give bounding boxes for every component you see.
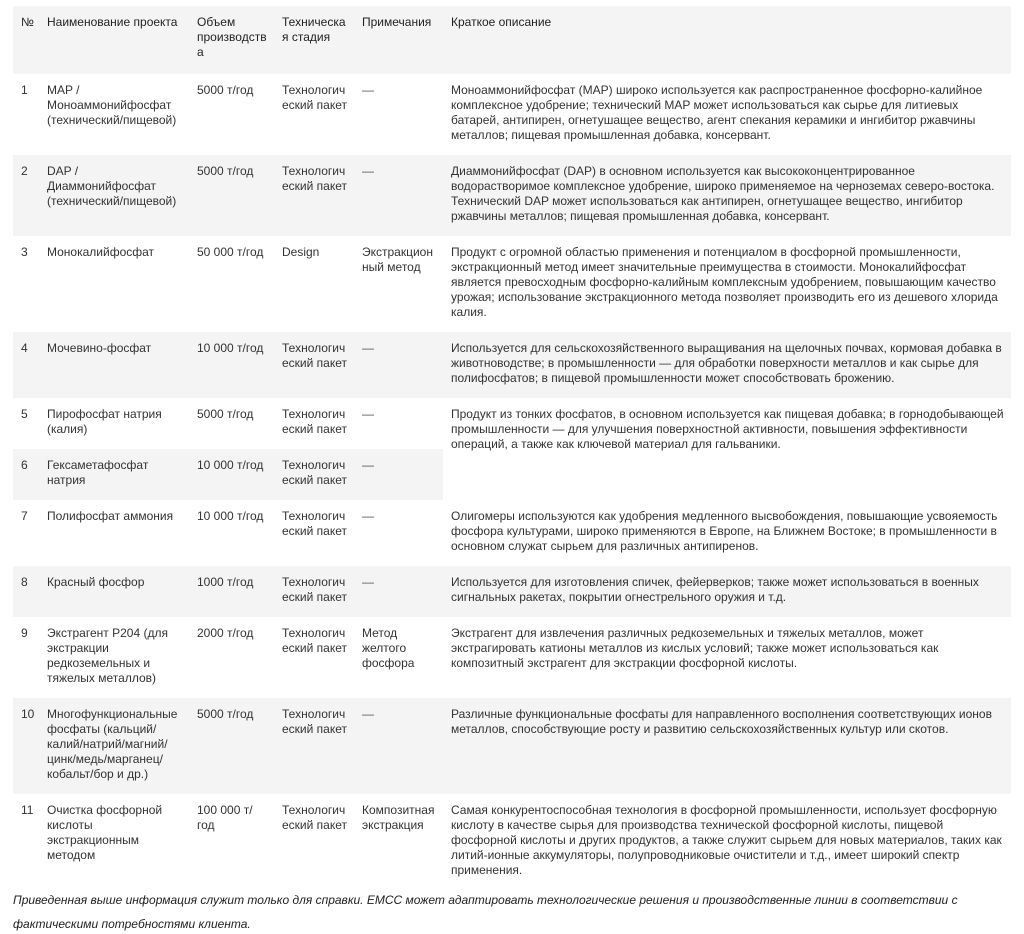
row-num: 8 (13, 566, 39, 617)
row-stage: Технологический пакет (282, 509, 347, 538)
row-name: Очистка фосфорной кислоты экстракционным методом (47, 803, 163, 862)
table-row (13, 332, 1011, 398)
row-stage: Технологический пакет (282, 803, 347, 832)
row-name: Гексаметафосфат натрия (39, 449, 189, 500)
row-notes: — (354, 566, 443, 617)
header-name: Наименование проекта (39, 6, 189, 74)
row-name: Монокалийфосфат (47, 245, 155, 259)
row-num: 6 (13, 449, 39, 500)
row-stage: Технологический пакет (282, 626, 347, 655)
row-stage: Технологический пакет (274, 332, 354, 398)
header-volume: Объем производства (189, 6, 274, 74)
row-volume: 10 000 т/год (189, 332, 274, 398)
header-notes: Примечания (354, 6, 443, 74)
table-row (13, 74, 1011, 155)
table-row (13, 617, 1011, 698)
row-name: Мочевино-фосфат (39, 332, 189, 398)
row-volume: 2000 т/год (197, 626, 254, 640)
projects-table (13, 6, 1011, 890)
row-notes: Экстракционный метод (362, 245, 433, 274)
row-volume: 5000 т/год (197, 83, 254, 97)
row-num: 5 (21, 407, 28, 421)
table-row (13, 698, 1011, 794)
row-stage: Технологический пакет (274, 449, 354, 500)
table-row (13, 500, 1011, 566)
header-desc: Краткое описание (443, 6, 1011, 74)
row-stage: Технологический пакет (282, 83, 347, 112)
row-num: 7 (21, 509, 28, 523)
row-volume: 10 000 т/год (189, 449, 274, 500)
row-stage: Технологический пакет (274, 566, 354, 617)
row-notes: — (354, 449, 443, 500)
row-name: MAP / Моноаммонийфосфат (технический/пищевой) (47, 83, 177, 127)
row-num: 10 (13, 698, 39, 794)
table-header-row (13, 6, 1011, 74)
row-volume: 50 000 т/год (197, 245, 264, 259)
row-stage: Design (282, 245, 320, 259)
row-desc: Экстрагент для извлечения различных редкоземельных и тяжелых металлов, может экстрагировать катионы металлов из кислых условий; также может использоваться как композитный экстрагент для экстракции фосфорной кислоты. (451, 626, 939, 670)
row-volume: 10 000 т/год (197, 509, 264, 523)
row-notes: — (354, 332, 443, 398)
row-num: 4 (13, 332, 39, 398)
row-notes: — (354, 155, 443, 236)
row-volume: 5000 т/год (189, 155, 274, 236)
row-notes: — (362, 83, 374, 97)
row-desc: Моноаммонийфосфат (MAP) широко используется как распространенное фосфорно-калийное комплексное удобрение; технический MAP может использоваться как сырье для литиевых батарей, антипирен, огнетушащее вещество, агент спекания керамики и ингибитор ржавчины металлов; пищевая промышленная добавка, консервант. (451, 83, 983, 142)
row-notes: Композитная экстракция (362, 803, 435, 832)
table-row (13, 398, 1011, 449)
row-desc-merged: Продукт из тонких фосфатов, в основном используется как пищевая добавка; в горнодобывающей промышленности — для улучшения поверхностной активности, повышения эффективности операций, а также как ключевой материал для гальваники. (443, 398, 1011, 500)
row-desc: Олигомеры используются как удобрения медленного высвобождения, повышающие усвояемость фосфора культурами, широко применяются в Европе, на Ближнем Востоке; в промышленности в основном служат сырьем для различных антипиренов. (451, 509, 998, 553)
row-notes: Метод желтого фосфора (362, 626, 415, 670)
row-name: Многофункциональные фосфаты (кальций/калий/натрий/магний/цинк/медь/марганец/кобальт/бор и др.) (39, 698, 189, 794)
table-row (13, 236, 1011, 332)
row-name: DAP / Диаммонийфосфат (технический/пищевой) (39, 155, 189, 236)
row-num: 1 (21, 83, 28, 97)
row-desc: Диаммонийфосфат (DAP) в основном используется как высококонцентрированное водорастворимое комплексное удобрение, широко применяемое на черноземах северо-востока. Технический DAP может использоваться как антипирен, огнетушащее вещество, ингибитор ржавчины металлов; пищевая промышленная добавка, консервант. (443, 155, 1011, 236)
row-stage: Технологический пакет (282, 407, 347, 436)
row-name: Полифосфат аммония (47, 509, 174, 523)
row-notes: — (362, 509, 374, 523)
row-volume: 1000 т/год (189, 566, 274, 617)
table-row (13, 566, 1011, 617)
table-row (13, 794, 1011, 890)
row-notes: — (362, 407, 374, 421)
row-volume: 5000 т/год (197, 407, 254, 421)
header-stage: Техническая стадия (274, 6, 354, 74)
header-num: № (13, 6, 39, 74)
row-stage: Технологический пакет (274, 155, 354, 236)
row-stage: Технологический пакет (274, 698, 354, 794)
row-desc: Используется для сельскохозяйственного выращивания на щелочных почвах, кормовая добавка в животноводстве; в промышленности — для обработки поверхности металлов и как сырье для полифосфатов; в пищевой промышленности может способствовать брожению. (443, 332, 1011, 398)
row-name: Экстрагент P204 (для экстракции редкоземельных и тяжелых металлов) (47, 626, 168, 685)
table-row (13, 155, 1011, 236)
row-num: 9 (21, 626, 28, 640)
row-desc: Различные функциональные фосфаты для направленного восполнения соответствующих ионов металлов, способствующие росту и развитию сельскохозяйственных культур или скотов. (443, 698, 1011, 794)
row-desc: Продукт с огромной областью применения и потенциалом в фосфорной промышленности, экстракционный метод имеет значительные преимущества в стоимости. Монокалийфосфат является превосходным фосфорно-калийным комплексным удобрением, повышающим качество урожая; использование экстракционного метода позволяет производить его из дешевого хлорида калия. (451, 245, 998, 319)
row-num: 2 (13, 155, 39, 236)
row-volume: 5000 т/год (189, 698, 274, 794)
row-num: 11 (21, 803, 34, 817)
row-notes: — (354, 698, 443, 794)
row-name: Пирофосфат натрия (калия) (47, 407, 162, 436)
row-num: 3 (21, 245, 28, 259)
row-volume: 100 000 т/год (197, 803, 253, 832)
footnote: Приведенная выше информация служит только для справки. EMCC может адаптировать технологические решения и производственные линии в соответствии с фактическими потребностями клиента. (13, 893, 958, 931)
row-desc: Самая конкурентоспособная технология в фосфорной промышленности, использует фосфорную кислоту в качестве сырья для производства технической фосфорной кислоты, пищевой фосфорной кислоты и других продуктов, а также служит сырьем для новых материалов, таких как литий-ионные аккумуляторы, полупроводниковые очистители и т.д., имеет широкий спектр применения. (451, 803, 1002, 877)
row-name: Красный фосфор (39, 566, 189, 617)
row-desc: Используется для изготовления спичек, фейерверков; также может использоваться в военных сигнальных ракетах, покрытии огнестрельного оружия и т.д. (443, 566, 1011, 617)
